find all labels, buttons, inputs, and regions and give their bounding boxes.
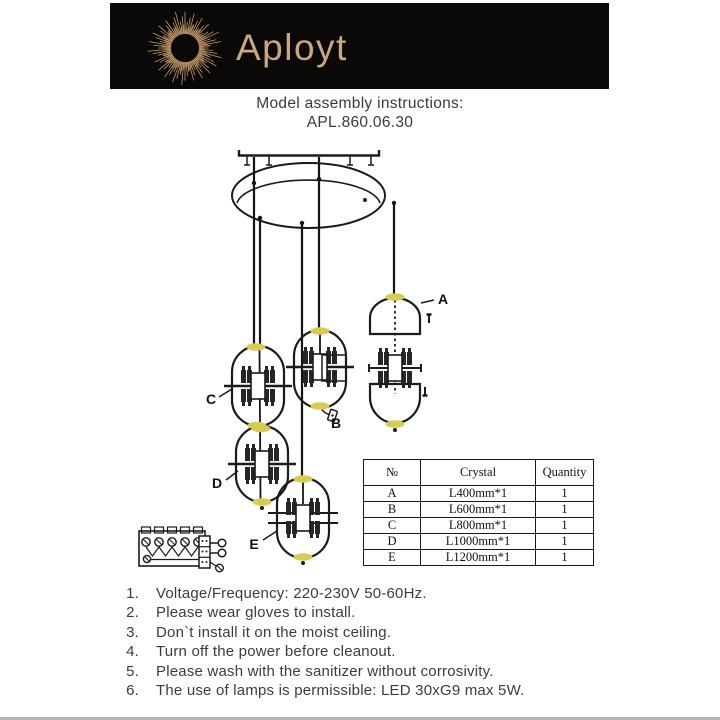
list-item: 6. The use of lamps is permissible: LED 30xG9 max 5W. [126, 682, 525, 700]
list-item: 1. Voltage/Frequency: 220-230V 50-60Hz. [126, 585, 427, 602]
table-header-row [364, 460, 594, 486]
model-number: APL.860.06.30 [306, 114, 414, 131]
shade-c [224, 346, 292, 426]
screw-icon [423, 314, 432, 396]
table-row: A L400mm*1 1 [364, 486, 594, 502]
parts-table [363, 459, 594, 566]
terminal-block [139, 527, 226, 572]
brand-banner [110, 3, 609, 89]
exploded-view-a [369, 298, 432, 423]
list-item: 3. Don`t install it on the moist ceiling. [126, 623, 392, 641]
shade-d [228, 426, 296, 502]
list-item: 2. Please wear gloves to install. [126, 604, 356, 622]
label-c: C [205, 391, 217, 407]
label-b: B [330, 415, 342, 431]
instructions-list [120, 584, 620, 700]
header-crystal: Crystal [421, 460, 536, 486]
header-quantity: Quantity [536, 460, 594, 486]
table-row: E L1200mm*1 1 [364, 550, 594, 566]
header-no: № [364, 460, 421, 486]
table-row: D L1000mm*1 1 [364, 534, 594, 550]
label-e: E [249, 536, 259, 552]
brand-name: Aployt [236, 27, 348, 68]
list-item: 4. Turn off the power before cleanout. [126, 643, 396, 661]
list-item: 5. Please wash with the sanitizer without corrosivity. [126, 662, 494, 680]
label-d: D [211, 475, 223, 491]
sheet-title: Model assembly instructions: [256, 95, 464, 112]
table-row: B L600mm*1 1 [364, 502, 594, 518]
starburst-logo-icon [143, 6, 227, 89]
ray-decoration-icon [399, 3, 609, 89]
table-row: C L800mm*1 1 [364, 518, 594, 534]
label-a: A [437, 291, 449, 307]
